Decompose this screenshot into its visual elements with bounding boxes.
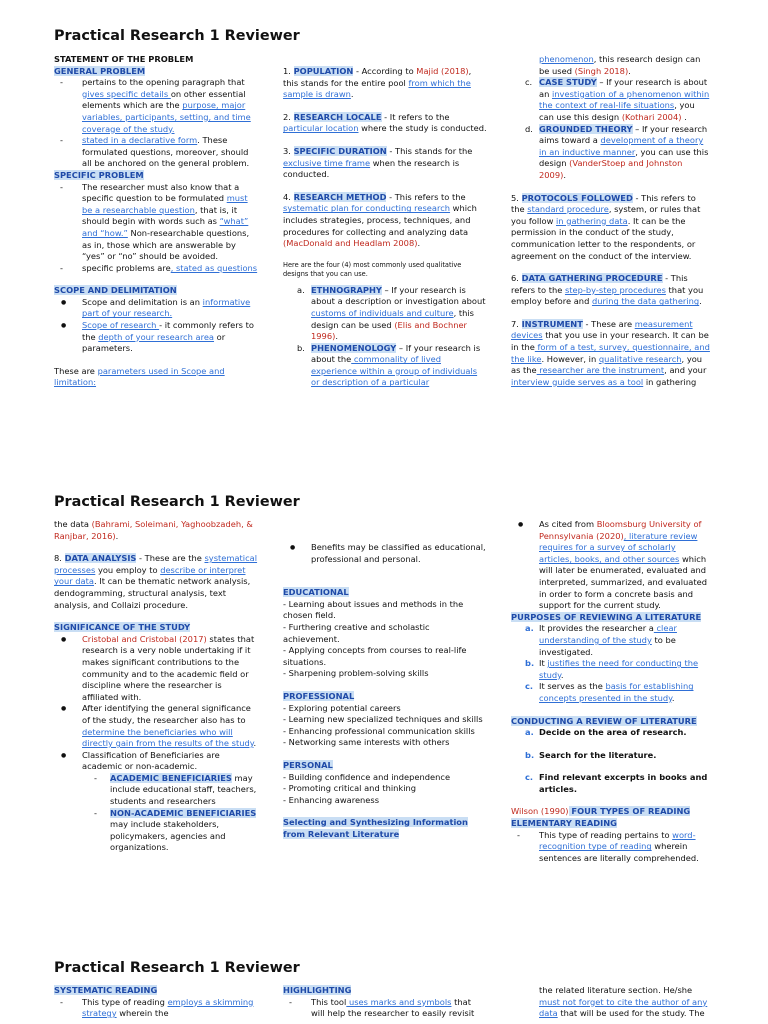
list-item: ● Scope and delimitation is an informative part of your research. (54, 297, 260, 320)
list-item: a. It provides the researcher a clear understanding of the study to be investigated. (525, 623, 677, 657)
list-item: - The researcher must also know that a specific question to be formulated must be a researchable question, that is, it should begin with words such as “what” and “how.” Non-researchable questions, as in, those which are answerable by “yes” or “no” should be avoided. (54, 182, 260, 263)
column-middle (283, 66, 487, 389)
significance-list (54, 634, 260, 854)
general-problem-list (54, 77, 260, 170)
conducting-list (511, 727, 711, 795)
specific-problem-list (54, 182, 260, 275)
list-item: c. CASE STUDY – If your research is about an investigation of a phenomenon within the context of real-life situations, you can use this design (Kothari 2004) . (525, 77, 710, 122)
method-item: 4. RESEARCH METHOD - This refers to the systematic plan for conducting research which includes strategies, process, techniques, and procedures for collecting and analyzing data (MacDonald and Headlam 2008). (283, 191, 477, 249)
personal-item: - Promoting critical and thinking (283, 783, 417, 794)
duration-item: 3. SPECIFIC DURATION - This stands for the exclusive time frame when the research is conducted. (283, 145, 473, 180)
instrument-item: 7. INSTRUMENT - These are measurement devices that you use in your research. It can be in the form of a test, survey, questionnaire, and the like. However, in qualitative research, you as the researcher are the instrument, and your interview guide serves as a tool in gathering (511, 318, 710, 387)
literature-list (511, 519, 711, 612)
protocols-item: 5. PROTOCOLS FOLLOWED - This refers to the standard procedure, system, or rules that you follow in gathering data. It can be the permission in the conduct of the study, communication letter to the respondents, or agreement on the conduct of the interview. (511, 192, 701, 261)
list-item: b. It justifies the need for conducting the study. (525, 658, 699, 680)
professional-heading: PROFESSIONAL (283, 690, 355, 701)
list-item: ● As cited from Bloomsburg University of Pennsylvania (2020), literature review requires for a survey of scholarly articles, books, and other sources which will later be enumerated, evaluated and interpreted, summarized, and evaluated in order to form a concrete basis and support for the current study. (511, 519, 711, 612)
conducting-heading: CONDUCTING A REVIEW OF LITERATURE (511, 715, 697, 726)
list-item: a. Decide on the area of research. (525, 727, 687, 738)
general-problem-heading: GENERAL PROBLEM (54, 65, 146, 76)
significance-heading: SIGNIFICANCE OF THE STUDY (54, 622, 191, 633)
list-item: - NON-ACADEMIC BENEFICIARIES may include stakeholders, policymakers, agencies and organizations. (82, 808, 260, 854)
list-item: - pertains to the opening paragraph that gives specific details on other essential elements which are the purpose, major variables, participants, setting, and time coverage of the study. (54, 77, 260, 135)
selecting-heading: Selecting and Synthesizing Information from Relevant Literature (283, 817, 468, 839)
list-item: ● After identifying the general significance of the study, the researcher also has to determine the beneficiaries who will directly gain from the results of the study. (54, 703, 260, 749)
educational-item: - Applying concepts from courses to real-life situations. (283, 645, 467, 667)
page-title: Practical Research 1 Reviewer (54, 960, 300, 976)
educational-heading: EDUCATIONAL (283, 587, 349, 598)
educational-item: - Furthering creative and scholastic achievement. (283, 621, 430, 644)
personal-heading: PERSONAL (283, 759, 333, 770)
column-left (54, 985, 260, 1024)
list-item: - stated in a declarative form. These formulated questions, moreover, should all be anchored on the general problem. (54, 135, 260, 170)
list-item: ● Benefits may be classified as educational, professional and personal. (283, 542, 487, 565)
designs-list (283, 285, 487, 389)
purposes-heading: PURPOSES OF REVIEWING A LITERATURE (511, 611, 702, 622)
list-item: - This type of reading employs a skimming strategy wherein the (54, 997, 260, 1020)
locale-item: 2. RESEARCH LOCALE - It refers to the particular location where the study is conducted. (283, 111, 487, 134)
professional-item: - Networking same interests with others (283, 737, 450, 748)
highlighting-heading: HIGHLIGHTING (283, 985, 352, 995)
population-item: 1. POPULATION - According to Majid (2018), this stands for the entire pool from which the sample is drawn. (283, 66, 472, 100)
column-left (54, 519, 260, 854)
procedure-item: 6. DATA GATHERING PROCEDURE - This refers to the step-by-step procedures that you employ before and during the data gathering. (511, 273, 704, 307)
column-left (54, 54, 260, 389)
column-middle (283, 985, 487, 1024)
professional-item: - Enhancing professional communication skills (283, 725, 475, 736)
list-item: ● Classification of Beneficiaries are academic or non-academic. - ACADEMIC BENEFICIARIES may include educational staff, teachers, students and researchers - NON-ACADEMIC BENEFICIARIES may include stakeholders, policymakers, agencies and organizations. (54, 750, 260, 854)
systematic-list (54, 997, 260, 1020)
systematic-heading: SYSTEMATIC READING (54, 985, 158, 995)
list-item: c. It serves as the basis for establishing concepts presented in the study. (525, 681, 694, 703)
list-item: b. PHENOMENOLOGY – If your research is about the commonality of lived experience within a group of individuals or description of a particular (297, 342, 481, 388)
section-heading: STATEMENT OF THE PROBLEM (54, 54, 194, 64)
list-item: d. GROUNDED THEORY – If your research aims toward a development of a theory in an inductive manner, you can use this design (VanderStoep and Johnston 2009). (525, 123, 709, 180)
list-item: ● Scope of research - it commonly refers to the depth of your research area or parameters. (54, 320, 260, 355)
page-title: Practical Research 1 Reviewer (54, 28, 300, 44)
literature-continued: the related literature section. He/she must not forget to cite the author of any data that will be used for the study. The (539, 985, 708, 1019)
list-item: a. ETHNOGRAPHY – If your research is about a description or investigation about customs of individuals and culture, this design can be used (Elis and Bochner 1996). (297, 284, 486, 342)
scope-note: These are parameters used in Scope and limitation: (54, 365, 225, 388)
purposes-list (511, 623, 711, 704)
highlighting-list (283, 997, 487, 1020)
scope-list (54, 297, 260, 355)
column-right (511, 54, 711, 388)
list-item: c. Find relevant excerpts in books and articles. (525, 772, 708, 794)
designs-list-cont (511, 54, 711, 182)
column-right (511, 985, 711, 1024)
list-item: - specific problems are, stated as questions (54, 263, 260, 275)
column-middle (283, 519, 487, 840)
professional-item: - Exploring potential careers (283, 702, 401, 713)
page-title: Practical Research 1 Reviewer (54, 494, 300, 510)
analysis-item: 8. DATA ANALYSIS - These are the systematical processes you employ to describe or interpret your data. It can be thematic network analysis, dendogramming, structural analysis, text analysis, and Collaizi procedure. (54, 553, 258, 610)
educational-item: - Learning about issues and methods in the chosen field. (283, 598, 464, 621)
designs-note: Here are the four (4) most commonly used qualitative designs that you can use. (283, 260, 462, 278)
list-item: ● Cristobal and Cristobal (2017) states that research is a very noble undertaking if it makes significant contributions to the community and to the academic field or discipline where the researcher is affiliated with. (54, 634, 260, 704)
benefits-list (283, 542, 487, 565)
list-item: b. Search for the literature. (525, 749, 657, 760)
specific-problem-heading: SPECIFIC PROBLEM (54, 169, 144, 180)
educational-item: - Sharpening problem-solving skills (283, 668, 429, 679)
list-item: - ACADEMIC BENEFICIARIES may include educational staff, teachers, students and researchers (82, 773, 260, 808)
list-item: phenomenon, this research design can be used (Singh 2018). (539, 54, 701, 76)
column-right (511, 519, 711, 864)
data-citation: the data (Bahrami, Soleimani, Yaghoobzadeh, & Ranjbar, 2016). (54, 519, 253, 541)
professional-item: - Learning new specialized techniques and skills (283, 714, 483, 725)
scope-heading: SCOPE AND DELIMITATION (54, 285, 177, 296)
wilson-heading: Wilson (1990) FOUR TYPES OF READING ELEMENTARY READING (511, 806, 691, 829)
reading-list (511, 830, 711, 865)
personal-item: - Enhancing awareness (283, 794, 380, 805)
personal-item: - Building confidence and independence (283, 771, 451, 782)
beneficiaries-list (82, 773, 260, 854)
list-item: - This type of reading pertains to word-recognition type of reading wherein sentences are literally comprehended. (511, 830, 711, 865)
list-item: - This tool uses marks and symbols that will help the researcher to easily revisit (283, 997, 487, 1020)
